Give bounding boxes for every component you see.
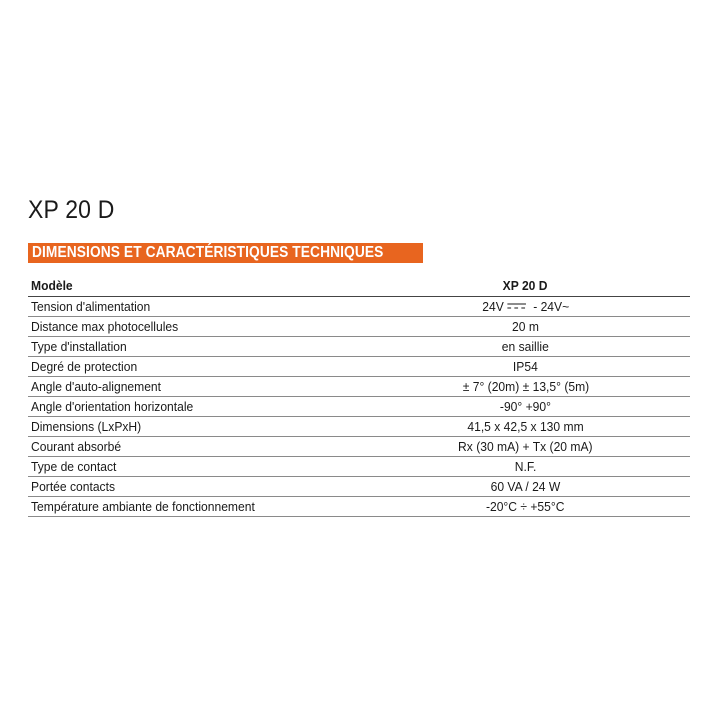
row-value: N.F. (514, 458, 537, 474)
row-label: Température ambiante de fonctionnement (31, 498, 255, 514)
row-label: Degré de protection (31, 358, 138, 374)
table-row (28, 396, 690, 416)
header-value: XP 20 D (503, 278, 548, 294)
row-label: Type d'installation (31, 338, 127, 354)
row-label: Courant absorbé (31, 438, 122, 454)
row-label: Angle d'orientation horizontale (31, 398, 194, 414)
row-value: 20 m (512, 318, 539, 334)
row-value: 60 VA / 24 W (490, 478, 561, 494)
row-label: Distance max photocellules (31, 318, 179, 334)
row-label: Dimensions (LxPxH) (31, 418, 142, 434)
row-value-cell (361, 416, 690, 436)
row-value-cell (361, 496, 690, 516)
spec-table (28, 276, 690, 517)
row-label-cell (28, 436, 361, 456)
row-value-cell (361, 396, 690, 416)
row-value-cell (361, 456, 690, 476)
row-value-cell (361, 296, 690, 316)
table-row (28, 436, 690, 456)
power-ac-value: - 24V~ (529, 298, 569, 314)
table-row (28, 496, 690, 516)
table-row (28, 416, 690, 436)
table-row (28, 476, 690, 496)
row-value-cell (361, 336, 690, 356)
power-dc-value: 24V (482, 298, 504, 314)
row-label-cell (28, 356, 361, 376)
row-value: Rx (30 mA) + Tx (20 mA) (458, 438, 593, 454)
table-row (28, 336, 690, 356)
row-value: -90° +90° (499, 398, 552, 414)
header-label: Modèle (31, 278, 73, 294)
table-row (28, 296, 690, 316)
row-value-cell (361, 356, 690, 376)
row-value: -20°C ÷ +55°C (486, 498, 565, 514)
row-label-cell (28, 336, 361, 356)
row-label-cell (28, 296, 361, 316)
row-value: IP54 (513, 358, 538, 374)
section-band (28, 243, 690, 263)
row-value-cell (361, 316, 690, 336)
table-header-row (28, 276, 690, 296)
product-title: XP 20 D (28, 196, 115, 224)
row-label-cell (28, 416, 361, 436)
row-value: ± 7° (20m) ± 13,5° (5m) (462, 378, 589, 394)
row-label: Tension d'alimentation (31, 298, 151, 314)
row-value-cell (361, 436, 690, 456)
dc-current-icon (506, 302, 526, 310)
row-value-cell (361, 376, 690, 396)
table-row (28, 316, 690, 336)
row-label-cell (28, 316, 361, 336)
row-label-cell (28, 376, 361, 396)
row-label-cell (28, 396, 361, 416)
table-row (28, 376, 690, 396)
header-value-cell (361, 276, 690, 296)
row-value-cell (361, 476, 690, 496)
section-heading: DIMENSIONS ET CARACTÉRISTIQUES TECHNIQUES (32, 244, 384, 261)
row-label-cell (28, 456, 361, 476)
table-row (28, 456, 690, 476)
row-label: Type de contact (31, 458, 117, 474)
header-label-cell (28, 276, 361, 296)
row-value: 41,5 x 42,5 x 130 mm (467, 418, 584, 434)
row-label: Portée contacts (31, 478, 116, 494)
power-value (482, 297, 569, 316)
row-label: Angle d'auto-alignement (31, 378, 162, 394)
row-label-cell (28, 476, 361, 496)
row-label-cell (28, 496, 361, 516)
row-value: en saillie (501, 338, 550, 354)
table-row (28, 356, 690, 376)
